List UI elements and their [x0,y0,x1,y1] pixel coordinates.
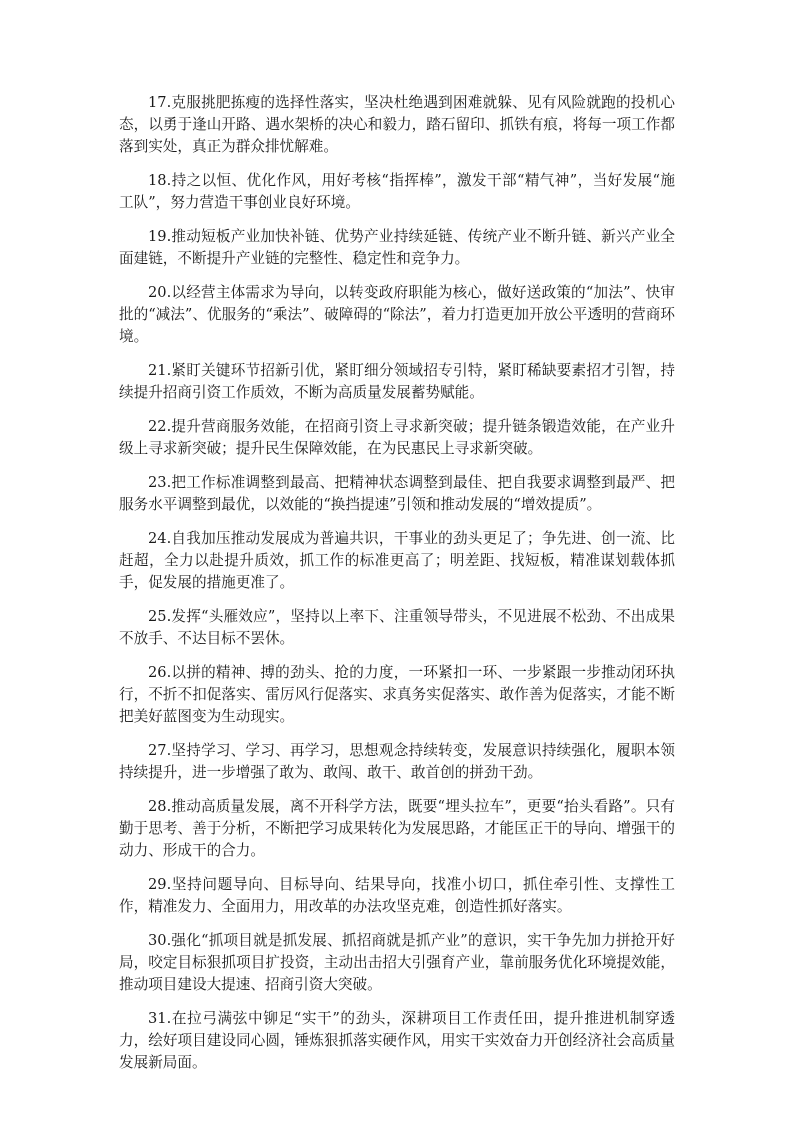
paragraph-19: 19.推动短板产业加快补链、优势产业持续延链、传统产业不断升链、新兴产业全面建链，不断提升产业链的完整性、稳定性和竞争力。 [119,228,675,267]
paragraph-24: 24.自我加压推动发展成为普遍共识，干事业的劲头更足了；争先进、创一流、比赶超，全力以赴提升质效，抓工作的标准更高了；明差距、找短板，精准谋划载体抓手，促发展的措施更准了。 [119,530,675,591]
paragraph-26: 26.以拼的精神、搏的劲头、抢的力度，一环紧扣一环、一步紧跟一步推动闭环执行，不折不扣促落实、雷厉风行促落实、求真务实促落实、敢作善为促落实，才能不断把美好蓝图变为生动现实。 [119,664,675,725]
paragraph-21: 21.紧盯关键环节招新引优，紧盯细分领域招专引特，紧盯稀缺要素招才引智，持续提升招商引资工作质效，不断为高质量发展蓄势赋能。 [119,362,675,401]
paragraph-30: 30.强化“抓项目就是抓发展、抓招商就是抓产业”的意识，实干争先加力拼抢开好局，咬定目标狠抓项目扩投资，主动出击招大引强育产业，靠前服务优化环境提效能，推动项目建设大提速、招商引资大突破。 [119,932,675,993]
document-body [119,92,675,1086]
paragraph-31: 31.在拉弓满弦中铆足“实干”的劲头，深耕项目工作责任田，提升推进机制穿透力，绘好项目建设同心圆，锤炼狠抓落实硬作风，用实干实效奋力开创经济社会高质量发展新局面。 [119,1010,675,1071]
paragraph-25: 25.发挥“头雁效应”，坚持以上率下、注重领导带头，不见进展不松劲、不出成果不放手、不达目标不罢休。 [119,608,675,647]
paragraph-20: 20.以经营主体需求为导向，以转变政府职能为核心，做好送政策的“加法”、快审批的“减法”、优服务的“乘法”、破障碍的“除法”，着力打造更加开放公平透明的营商环境。 [119,284,675,345]
paragraph-29: 29.坚持问题导向、目标导向、结果导向，找准小切口，抓住牵引性、支撑性工作，精准发力、全面用力，用改革的办法攻坚克难，创造性抓好落实。 [119,876,675,915]
paragraph-18: 18.持之以恒、优化作风，用好考核“指挥棒”，激发干部“精气神”，当好发展“施工队”，努力营造干事创业良好环境。 [119,172,675,211]
paragraph-22: 22.提升营商服务效能，在招商引资上寻求新突破；提升链条锻造效能，在产业升级上寻求新突破；提升民生保障效能，在为民惠民上寻求新突破。 [119,418,675,457]
paragraph-28: 28.推动高质量发展，离不开科学方法，既要“埋头拉车”，更要“抬头看路”。只有勤于思考、善于分析，不断把学习成果转化为发展思路，才能匡正干的导向、增强干的动力、形成干的合力。 [119,798,675,859]
paragraph-27: 27.坚持学习、学习、再学习，思想观念持续转变，发展意识持续强化，履职本领持续提升，进一步增强了敢为、敢闯、敢干、敢首创的拼劲干劲。 [119,742,675,781]
paragraph-17: 17.克服挑肥拣瘦的选择性落实，坚决杜绝遇到困难就躲、见有风险就跑的投机心态，以勇于逢山开路、遇水架桥的决心和毅力，踏石留印、抓铁有痕，将每一项工作都落到实处，真正为群众排忧解难。 [119,94,675,155]
paragraph-23: 23.把工作标准调整到最高、把精神状态调整到最佳、把自我要求调整到最严、把服务水平调整到最优，以效能的“换挡提速”引领和推动发展的“增效提质”。 [119,474,675,513]
